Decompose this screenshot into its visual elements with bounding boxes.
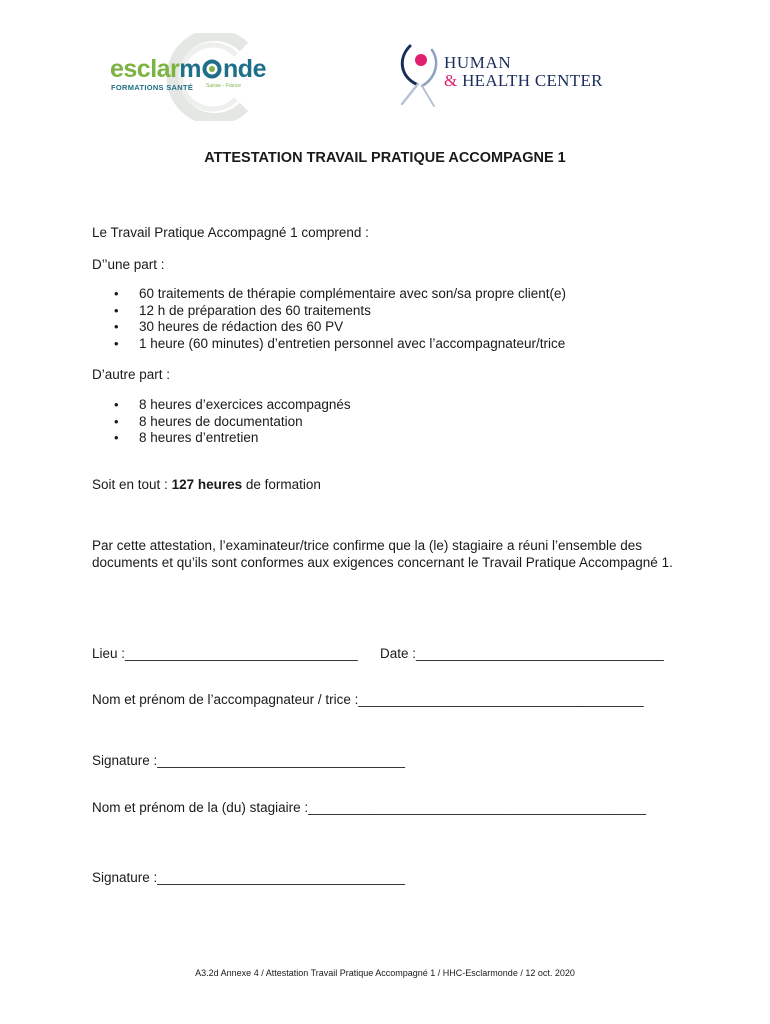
esclarmonde-wordmark [110, 55, 266, 83]
intro-text: Le Travail Pratique Accompagné 1 comprend : [92, 225, 369, 240]
list-item: • 30 heures de rédaction des 60 PV [92, 319, 566, 336]
accompagnateur-name-field: Nom et prénom de l’accompagnateur / trice :______________________________________ [92, 692, 644, 707]
document-title: ATTESTATION TRAVAIL PRATIQUE ACCOMPAGNE 1 [204, 150, 566, 166]
part2-list [92, 397, 351, 447]
list-item: • 8 heures d’entretien [92, 430, 351, 447]
total-suffix: de formation [242, 477, 321, 492]
logo-o-icon [201, 59, 223, 79]
page-footer: A3.2d Annexe 4 / Attestation Travail Pratique Accompagné 1 / HHC-Esclarmonde / 12 oct. 2020 [195, 968, 575, 978]
list-item: • 8 heures d’exercices accompagnés [92, 397, 351, 414]
hhc-figure-icon [396, 40, 442, 110]
date-field: Date :_________________________________ [380, 646, 664, 661]
hhc-health-center-text: HEALTH CENTER [457, 71, 603, 90]
hhc-logo [396, 40, 636, 110]
hhc-line-health-center [444, 72, 603, 90]
total-prefix: Soit en tout : [92, 477, 172, 492]
attestation-paragraph: Par cette attestation, l’examinateur/trice confirme que la (le) stagiaire a réuni l’ensemble des documents et qu’ils sont conformes aux exigences concernant le Travail Pratique Accompagné 1. [92, 538, 673, 570]
esclarmonde-subtitle: FORMATIONS SANTÉ [111, 83, 194, 92]
esclarmonde-logo [106, 33, 266, 121]
wordmark-part-c: nde [223, 55, 266, 83]
list-item: • 12 h de préparation des 60 traitements [92, 303, 566, 320]
hhc-ampersand: & [444, 71, 458, 90]
esclarmonde-location: Suisse - France [206, 83, 242, 89]
signature-accompagnateur-field: Signature :_________________________________ [92, 753, 406, 768]
wordmark-part-b: m [179, 55, 202, 83]
list-item: • 1 heure (60 minutes) d’entretien personnel avec l’accompagnateur/trice [92, 336, 566, 353]
wordmark-part-a: esclar [110, 55, 180, 83]
total-hours-line [92, 477, 321, 494]
total-hours-value: 127 heures [171, 477, 243, 492]
stagiaire-name-field: Nom et prénom de la (du) stagiaire :_____________________________________________ [92, 800, 646, 815]
lieu-field: Lieu :_______________________________ [92, 646, 358, 661]
signature-stagiaire-field: Signature :_________________________________ [92, 870, 406, 885]
hhc-line-human: HUMAN [444, 53, 512, 72]
list-item: • 8 heures de documentation [92, 414, 351, 431]
list-item: • 60 traitements de thérapie complémentaire avec son/sa propre client(e) [92, 286, 566, 303]
part1-list [92, 286, 566, 352]
part1-label: D’’une part : [92, 257, 165, 272]
part2-label: D’autre part : [92, 367, 171, 382]
